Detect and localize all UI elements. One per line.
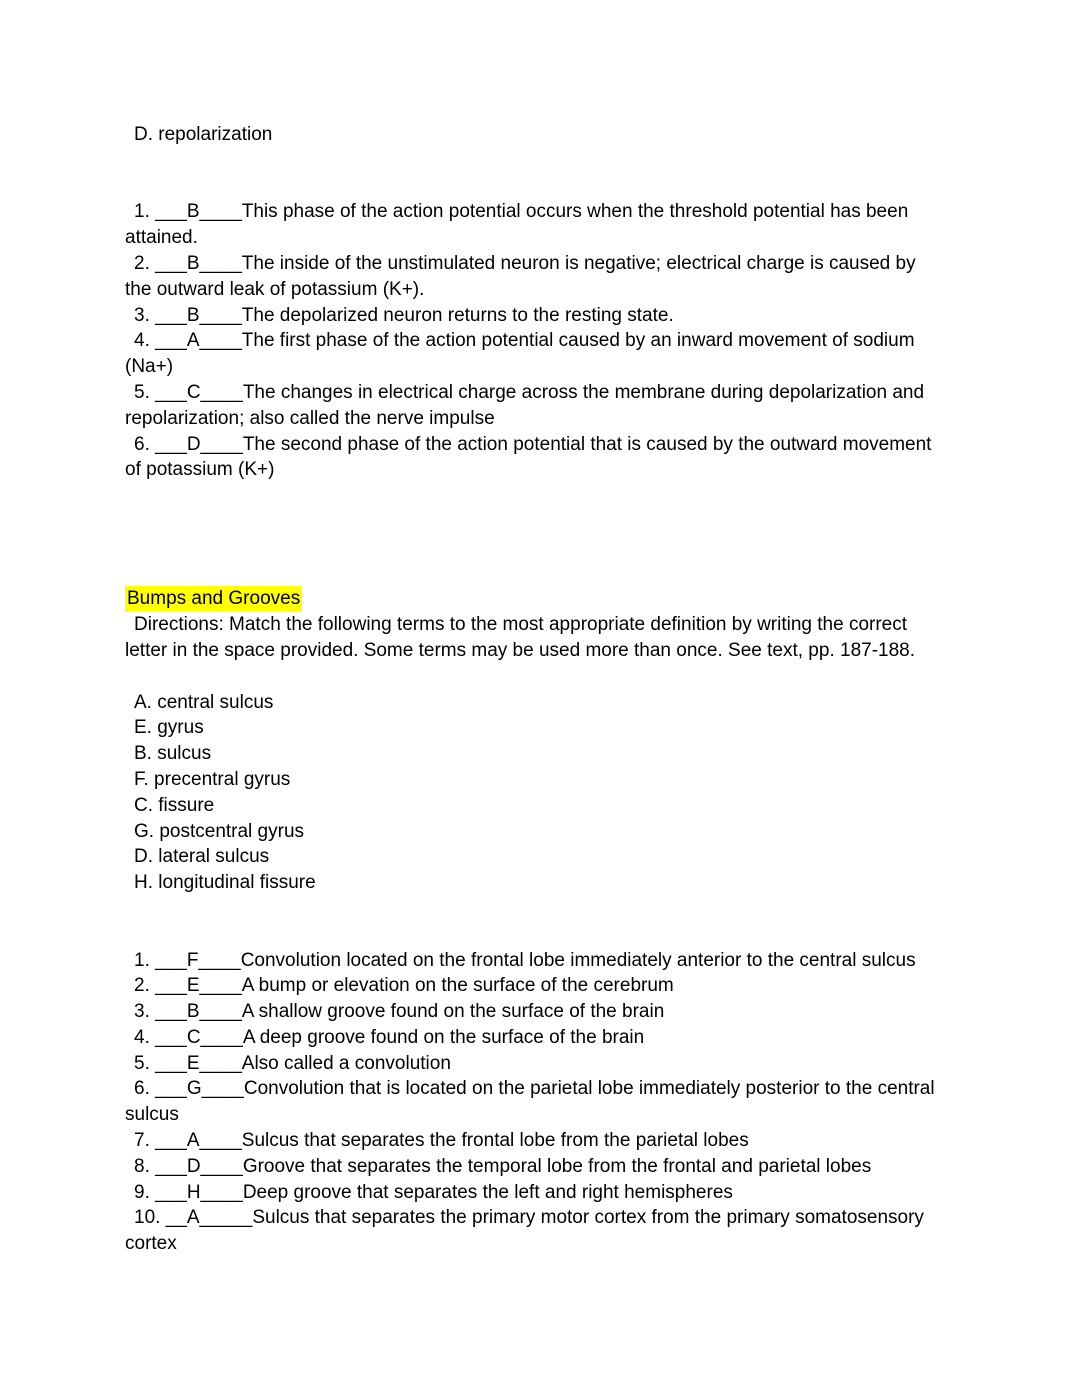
matching-question-line: 2. ___B____The inside of the unstimulated neuron is negative; electrical charge is caused by (134, 252, 916, 274)
matching-question-line: 6. ___D____The second phase of the action potential that is caused by the outward movement (134, 433, 932, 455)
matching-question-line: 1. ___B____This phase of the action potential occurs when the threshold potential has been (134, 201, 909, 223)
matching-answer-line: 7. ___A____Sulcus that separates the frontal lobe from the parietal lobes (134, 1130, 749, 1152)
matching-answer-line: 4. ___C____A deep groove found on the surface of the brain (134, 1026, 645, 1048)
spacer (125, 896, 980, 922)
term-option: C. fissure (134, 794, 215, 816)
spacer (125, 561, 980, 587)
heading-highlight: Bumps and Grooves (125, 586, 302, 612)
matching-answer-line: 3. ___B____A shallow groove found on the surface of the brain (134, 1001, 665, 1023)
term-option: H. longitudinal fissure (134, 872, 316, 894)
term-option: F. precentral gyrus (134, 768, 291, 790)
term-option: B. sulcus (134, 743, 212, 765)
matching-question-line: of potassium (K+) (125, 459, 275, 481)
term-option: A. central sulcus (134, 691, 274, 713)
matching-question-line: the outward leak of potassium (K+). (125, 278, 425, 300)
spacer (125, 148, 980, 174)
matching-question-line: (Na+) (125, 356, 174, 378)
directions-line: letter in the space provided. Some terms may be used more than once. See text, pp. 187-188. (125, 639, 916, 661)
matching-question-line: repolarization; also called the nerve impulse (125, 407, 495, 429)
matching-answer-line: cortex (125, 1233, 177, 1255)
matching-question-line: 4. ___A____The first phase of the action potential caused by an inward movement of sodium (134, 330, 915, 352)
matching-answer-line: 10. __A_____Sulcus that separates the primary motor cortex from the primary somatosensory (134, 1207, 924, 1229)
spacer (125, 483, 980, 509)
matching-answer-line: 6. ___G____Convolution that is located on the parietal lobe immediately posterior to the central (134, 1078, 935, 1100)
spacer (125, 174, 980, 200)
matching-answer-line: 5. ___E____Also called a convolution (134, 1052, 451, 1074)
answer-choice-d: D. repolarization (134, 124, 273, 145)
matching-answer-line: 1. ___F____Convolution located on the frontal lobe immediately anterior to the central sulcus (134, 949, 916, 971)
spacer (125, 535, 980, 561)
spacer (125, 664, 980, 690)
matching-answer-line: 2. ___E____A bump or elevation on the surface of the cerebrum (134, 975, 674, 997)
matching-question-line: attained. (125, 227, 198, 249)
matching-answer-line: 9. ___H____Deep groove that separates the left and right hemispheres (134, 1181, 733, 1203)
term-option: G. postcentral gyrus (134, 820, 305, 842)
term-option: E. gyrus (134, 717, 204, 739)
matching-answer-line: sulcus (125, 1104, 179, 1126)
matching-answer-line: 8. ___D____Groove that separates the temporal lobe from the frontal and parietal lobes (134, 1155, 872, 1177)
directions-line: Directions: Match the following terms to the most appropriate definition by writing the correct (134, 614, 908, 636)
section-heading (125, 586, 980, 612)
matching-question-line: 5. ___C____The changes in electrical charge across the membrane during depolarization and (134, 381, 925, 403)
spacer (125, 922, 980, 948)
term-option: D. lateral sulcus (134, 846, 270, 868)
spacer (125, 509, 980, 535)
matching-question-line: 3. ___B____The depolarized neuron returns to the resting state. (134, 304, 674, 326)
